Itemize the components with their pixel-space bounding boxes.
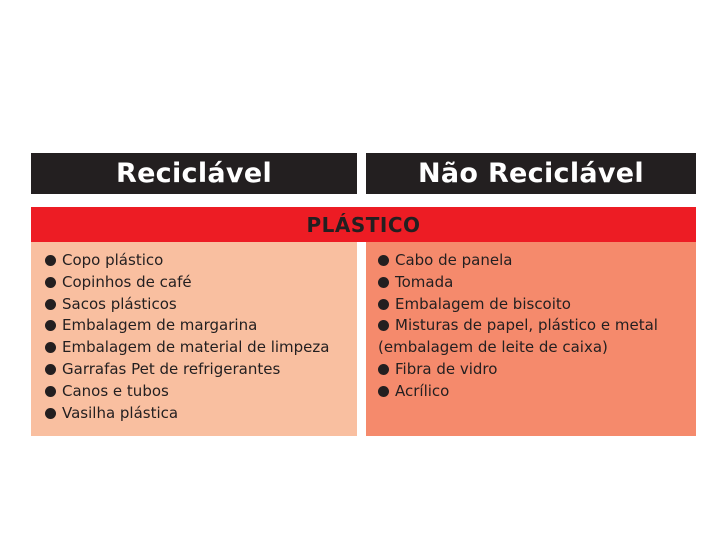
list-item-label: Acrílico bbox=[395, 381, 450, 400]
list-item bbox=[378, 250, 696, 272]
header-recyclable: Reciclável bbox=[31, 153, 357, 194]
bullet-icon bbox=[45, 364, 56, 375]
list-item-label: Canos e tubos bbox=[62, 381, 169, 400]
list-item bbox=[378, 294, 696, 316]
list-item-label: Cabo de panela bbox=[395, 251, 513, 269]
list-item-label: Garrafas Pet de refrigerantes bbox=[62, 359, 281, 378]
bullet-icon bbox=[378, 320, 389, 331]
list-item-label: Embalagem de material de limpeza bbox=[62, 338, 330, 357]
list-item-label: Misturas de papel, plástico e metal bbox=[395, 316, 658, 335]
list-item bbox=[378, 272, 696, 294]
list-item bbox=[45, 337, 357, 359]
header-non-recyclable: Não Reciclável bbox=[366, 153, 696, 194]
list-item bbox=[378, 315, 696, 337]
bullet-icon bbox=[45, 299, 56, 310]
list-item-label: Embalagem de margarina bbox=[62, 316, 258, 335]
list-item-label: Embalagem de biscoito bbox=[395, 294, 571, 313]
list-item-label: Tomada bbox=[395, 272, 454, 291]
non-recyclable-list bbox=[378, 250, 696, 403]
list-item-label: Sacos plásticos bbox=[62, 294, 177, 313]
bullet-icon bbox=[378, 299, 389, 310]
bullet-icon bbox=[45, 386, 56, 397]
bullet-icon bbox=[45, 342, 56, 353]
recyclable-list-panel bbox=[31, 242, 357, 436]
list-item bbox=[378, 381, 696, 403]
list-item-label: Copinhos de café bbox=[62, 272, 192, 291]
bullet-icon bbox=[45, 320, 56, 331]
bullet-icon bbox=[378, 277, 389, 288]
list-item bbox=[45, 250, 357, 272]
list-item-label: (embalagem de leite de caixa) bbox=[378, 338, 608, 357]
bullet-icon bbox=[378, 386, 389, 397]
bullet-icon bbox=[45, 277, 56, 288]
list-item bbox=[45, 381, 357, 403]
recyclable-list bbox=[45, 250, 357, 424]
list-item bbox=[378, 359, 696, 381]
list-item bbox=[45, 272, 357, 294]
bullet-icon bbox=[45, 255, 56, 266]
list-item-continuation bbox=[378, 337, 696, 359]
non-recyclable-list-panel bbox=[366, 242, 696, 436]
list-item bbox=[45, 359, 357, 381]
list-item bbox=[45, 315, 357, 337]
list-item-label: Fibra de vidro bbox=[395, 359, 498, 378]
list-item-label: Vasilha plástica bbox=[62, 403, 179, 422]
bullet-icon bbox=[45, 408, 56, 419]
bullet-icon bbox=[378, 364, 389, 375]
list-item-label: Copo plástico bbox=[62, 251, 164, 269]
list-item bbox=[45, 403, 357, 425]
category-title: PLÁSTICO bbox=[31, 207, 696, 242]
bullet-icon bbox=[378, 255, 389, 266]
list-item bbox=[45, 294, 357, 316]
